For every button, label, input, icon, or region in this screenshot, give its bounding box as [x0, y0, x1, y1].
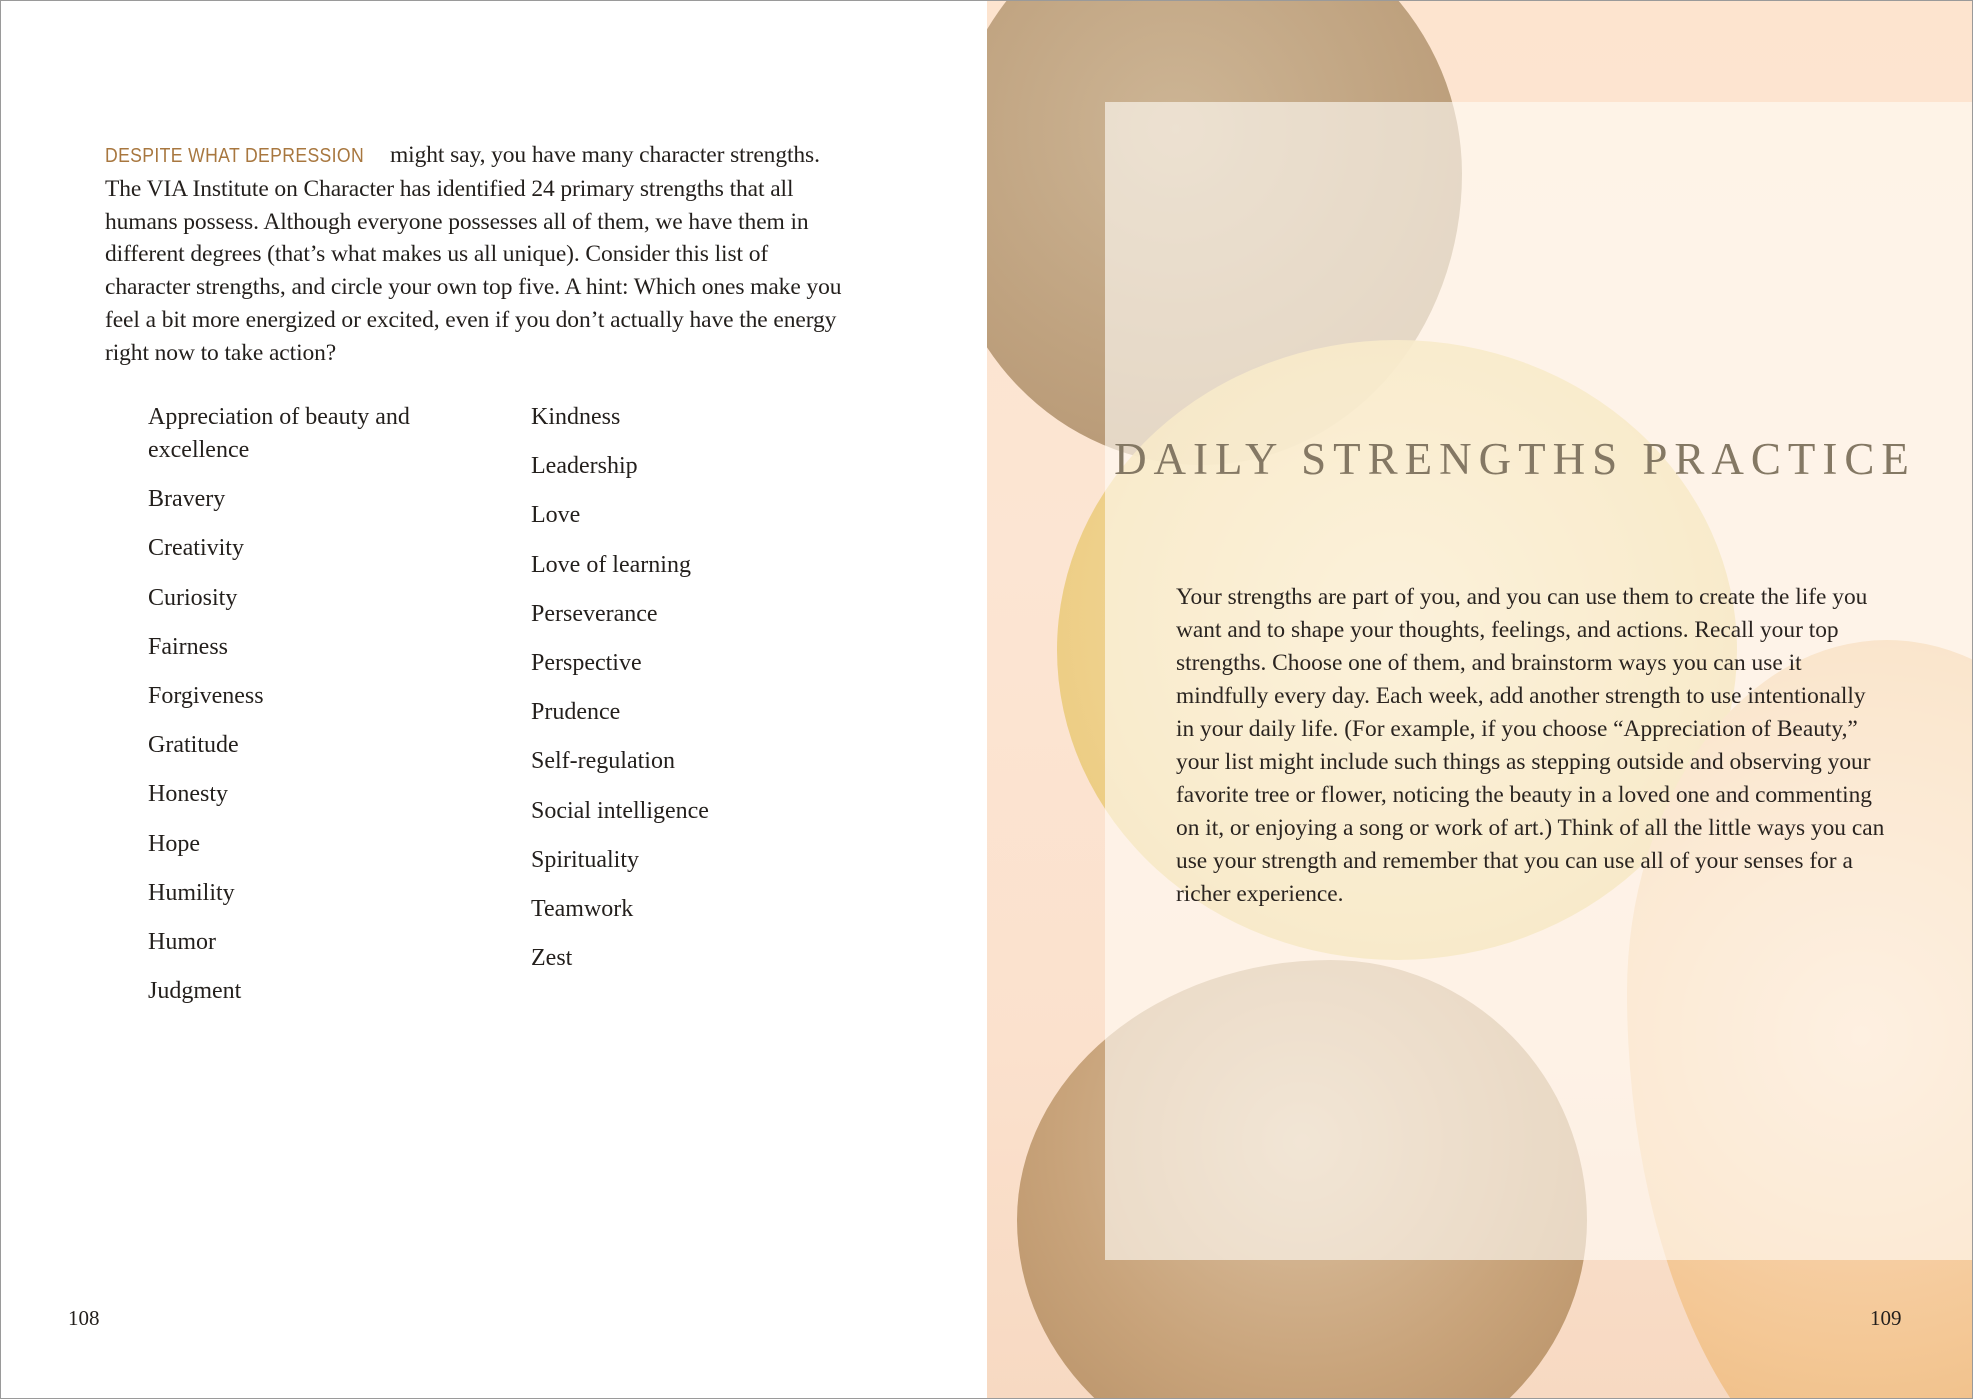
strength-item: Judgment: [148, 978, 242, 1005]
strength-item: Prudence: [531, 699, 621, 726]
strength-item: Hope: [148, 830, 200, 857]
strength-item: Humor: [148, 928, 216, 955]
strength-item: Self-regulation: [531, 748, 675, 775]
strength-item: Fairness: [148, 633, 228, 660]
strengths-list-column-2: [531, 401, 831, 991]
intro-lead-in: DESPITE WHAT DEPRESSION: [105, 144, 365, 167]
strength-item: Appreciation of beauty and excellence: [148, 404, 410, 463]
right-page: [987, 0, 1973, 1399]
strength-item: Honesty: [148, 781, 228, 808]
strength-item: Love of learning: [531, 551, 691, 578]
strength-item: Humility: [148, 879, 235, 906]
strength-item: Bravery: [148, 486, 226, 513]
strength-item: Spirituality: [531, 846, 639, 873]
section-title: DAILY STRENGTHS PRACTICE: [1114, 434, 1916, 484]
strength-item: Gratitude: [148, 732, 239, 759]
strength-item: Teamwork: [531, 895, 634, 922]
strengths-list-column-1: [148, 401, 448, 1024]
strength-item: Forgiveness: [148, 682, 264, 709]
strength-item: Leadership: [531, 453, 638, 480]
strength-item: Love: [531, 502, 581, 529]
strength-item: Perseverance: [531, 600, 658, 627]
strength-item: Curiosity: [148, 584, 238, 611]
strength-item: Zest: [531, 945, 573, 972]
page-number-right: 109: [1870, 1306, 1902, 1330]
strength-item: Creativity: [148, 535, 244, 562]
intro-text: might say, you have many character strengths. The VIA Institute on Character has identified 24 primary strengths that all humans possess. Although everyone possesses all of them, we have them in different degrees (that’s what makes us all unique). Consider this list of character strengths, and circle your own top five. A hint: Which ones make you feel a bit more energized or excited, even if you don’t actually have the energy right now to take action?: [105, 142, 842, 366]
practice-body-text: Your strengths are part of you, and you can use them to create the life you want and to shape your thoughts, feelings, and actions. Recall your top strengths. Choose one of them, and brainstorm ways you can use it mindfully every day. Each week, add another strength to use intentionally in your daily life. (For example, if you choose “Appreciation of Beauty,” your list might include such things as stepping outside and observing your favorite tree or flower, noticing the beauty in a loved one and commenting on it, or enjoying a song or work of art.) Think of all the little ways you can use your strength and remember that you can use all of your senses for a richer experience.: [1176, 584, 1885, 907]
strength-item: Social intelligence: [531, 797, 709, 824]
strength-item: Kindness: [531, 404, 621, 430]
strength-item: Perspective: [531, 649, 642, 676]
intro-paragraph: [105, 139, 845, 370]
page-number-left: 108: [68, 1306, 100, 1330]
